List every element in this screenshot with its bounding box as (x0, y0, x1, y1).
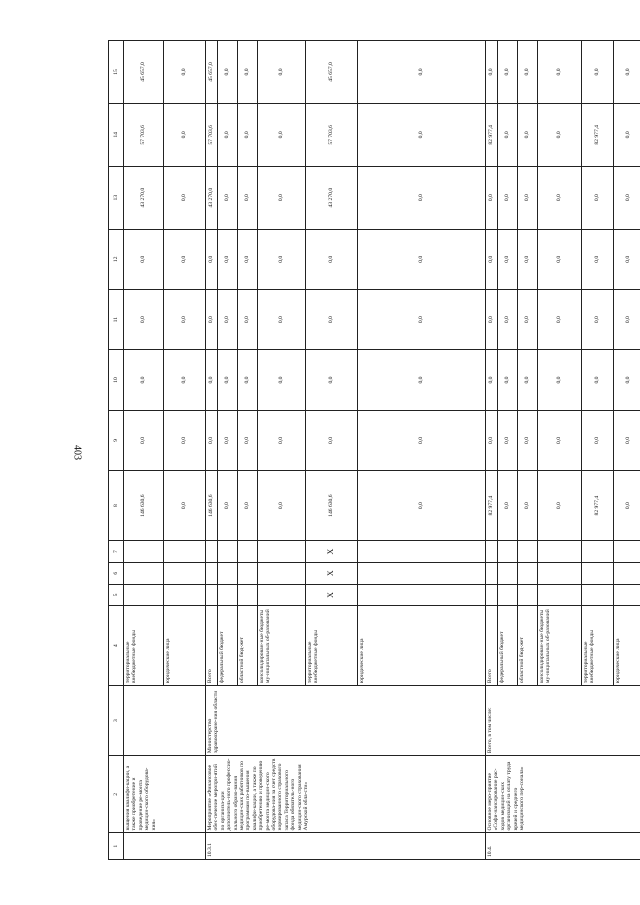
value-cell: 0,0 (582, 410, 614, 470)
mark-cell (218, 541, 238, 563)
value-cell: 0,0 (358, 41, 486, 104)
header-cell: 14 (109, 103, 124, 166)
value-cell: 0,0 (258, 41, 306, 104)
executor-cell: Всего, в том числе: (486, 686, 640, 756)
value-cell: 0,0 (164, 350, 206, 410)
mark-cell (614, 541, 640, 563)
value-cell: 0,0 (498, 289, 518, 349)
value-cell: 0,0 (206, 410, 218, 470)
budget-table (108, 40, 640, 860)
table-row (486, 41, 498, 860)
funding-source-cell: юридические лица (358, 606, 486, 686)
value-cell: 0,0 (238, 103, 258, 166)
value-cell: 0,0 (358, 410, 486, 470)
item-name-cell: Основное меро-приятие «Софи-нансирование рас-ходов медицин-ских организаций на оплату труда врачей и среднего медицинского пер-сонала» (486, 756, 640, 833)
value-cell: 0,0 (614, 103, 640, 166)
value-cell: 0,0 (164, 229, 206, 289)
funding-source-cell: консолидирован-ные бюджеты му-ниципальных об-разований (258, 606, 306, 686)
value-cell: 0,0 (238, 41, 258, 104)
header-cell: 1 (109, 833, 124, 860)
mark-cell (358, 584, 486, 606)
header-cell: 8 (109, 471, 124, 541)
value-cell: 0,0 (358, 166, 486, 229)
funding-source-cell: федеральный бюджет (218, 606, 238, 686)
value-cell: 0,0 (218, 410, 238, 470)
funding-source-cell: областной бюд-жет (238, 606, 258, 686)
mark-cell (124, 584, 164, 606)
funding-source-cell: областной бюд-жет (518, 606, 538, 686)
value-cell: 0,0 (518, 229, 538, 289)
value-cell: 0,0 (582, 41, 614, 104)
value-cell: 0,0 (306, 229, 358, 289)
mark-cell (164, 562, 206, 584)
value-cell: 0,0 (206, 350, 218, 410)
value-cell: 43 270,0 (306, 166, 358, 229)
mark-cell (538, 541, 582, 563)
table-row (124, 41, 164, 860)
value-cell: 0,0 (614, 350, 640, 410)
value-cell: 0,0 (258, 166, 306, 229)
mark-cell (582, 562, 614, 584)
value-cell: 0,0 (486, 166, 498, 229)
value-cell: 0,0 (614, 229, 640, 289)
mark-cell (486, 584, 498, 606)
funding-source-cell: Всего (206, 606, 218, 686)
value-cell: 0,0 (486, 350, 498, 410)
header-cell: 5 (109, 584, 124, 606)
value-cell: 0,0 (218, 41, 238, 104)
value-cell: 0,0 (518, 471, 538, 541)
value-cell: 0,0 (238, 289, 258, 349)
header-row (109, 41, 124, 860)
funding-source-cell: консолидирован-ные бюджеты му-ниципальных об-разований (538, 606, 582, 686)
value-cell: 0,0 (538, 410, 582, 470)
header-cell: 6 (109, 562, 124, 584)
value-cell: 0,0 (238, 410, 258, 470)
item-name-cell: выщения квалифи-кации, а также приобретение и проведение ре-монта медицин-ского оборудова-ния» (124, 756, 206, 833)
mark-cell (538, 584, 582, 606)
value-cell: 0,0 (538, 41, 582, 104)
mark-cell (486, 541, 498, 563)
header-cell: 12 (109, 229, 124, 289)
value-cell: 0,0 (306, 350, 358, 410)
value-cell: 0,0 (258, 229, 306, 289)
value-cell: 45 657,0 (306, 41, 358, 104)
value-cell: 0,0 (582, 229, 614, 289)
value-cell: 0,0 (238, 471, 258, 541)
mark-cell (498, 541, 518, 563)
mark-cell (518, 541, 538, 563)
value-cell: 146 630,6 (306, 471, 358, 541)
value-cell: 57 703,6 (124, 103, 164, 166)
value-cell: 0,0 (538, 166, 582, 229)
mark-cell (238, 562, 258, 584)
value-cell: 0,0 (358, 103, 486, 166)
value-cell: 0,0 (206, 289, 218, 349)
page-number: 403 (71, 445, 83, 460)
value-cell: 0,0 (486, 41, 498, 104)
value-cell: 0,0 (258, 289, 306, 349)
table-row (206, 41, 218, 860)
value-cell: 0,0 (582, 350, 614, 410)
value-cell: 0,0 (486, 289, 498, 349)
value-cell: 0,0 (518, 410, 538, 470)
mark-cell (582, 584, 614, 606)
value-cell: 0,0 (258, 410, 306, 470)
value-cell: 0,0 (124, 289, 164, 349)
value-cell: 0,0 (538, 471, 582, 541)
value-cell: 0,0 (164, 471, 206, 541)
header-cell: 3 (109, 686, 124, 756)
value-cell: 0,0 (218, 103, 238, 166)
funding-source-cell: территориальные внебюджетные фонды (124, 606, 164, 686)
value-cell: 45 657,0 (124, 41, 164, 104)
funding-source-cell: юридические лица (164, 606, 206, 686)
funding-source-cell: территориальные внебюджетные фонды (306, 606, 358, 686)
value-cell: 0,0 (498, 103, 518, 166)
value-cell: 0,0 (218, 229, 238, 289)
value-cell: 146 630,6 (206, 471, 218, 541)
value-cell: 0,0 (206, 229, 218, 289)
header-cell: 10 (109, 350, 124, 410)
value-cell: 0,0 (518, 350, 538, 410)
mark-cell (614, 562, 640, 584)
mark-cell: X (306, 541, 358, 563)
value-cell: 0,0 (614, 471, 640, 541)
value-cell: 82 977,4 (582, 471, 614, 541)
mark-cell (258, 584, 306, 606)
mark-cell (614, 584, 640, 606)
value-cell: 0,0 (306, 289, 358, 349)
value-cell: 0,0 (164, 166, 206, 229)
value-cell: 82 977,4 (486, 471, 498, 541)
value-cell: 0,0 (238, 350, 258, 410)
mark-cell (538, 562, 582, 584)
value-cell: 0,0 (498, 350, 518, 410)
mark-cell (358, 541, 486, 563)
value-cell: 0,0 (258, 471, 306, 541)
mark-cell (206, 584, 218, 606)
header-cell: 13 (109, 166, 124, 229)
mark-cell (498, 584, 518, 606)
mark-cell (518, 584, 538, 606)
value-cell: 0,0 (124, 410, 164, 470)
value-cell: 0,0 (306, 410, 358, 470)
funding-source-cell: территориальные внебюджетные фонды (582, 606, 614, 686)
value-cell: 0,0 (538, 229, 582, 289)
value-cell: 0,0 (518, 166, 538, 229)
item-number-cell: 10.4. (486, 833, 640, 860)
executor-cell (124, 686, 206, 756)
value-cell: 0,0 (218, 350, 238, 410)
rotated-page (108, 40, 632, 860)
value-cell: 0,0 (164, 289, 206, 349)
mark-cell (124, 541, 164, 563)
mark-cell (486, 562, 498, 584)
header-cell: 2 (109, 756, 124, 833)
mark-cell (518, 562, 538, 584)
value-cell: 0,0 (238, 229, 258, 289)
header-cell: 7 (109, 541, 124, 563)
mark-cell (164, 541, 206, 563)
header-cell: 11 (109, 289, 124, 349)
value-cell: 0,0 (582, 166, 614, 229)
value-cell: 0,0 (538, 103, 582, 166)
value-cell: 0,0 (614, 289, 640, 349)
item-name-cell: Мероприятие «Финансовое обес-печение меропри-ятий по организа-ции дополнитель-ного профессио-нального образо-вания медицин-ских работников по программам по-вышения квалифи-кации, а также по приобретению и проведению ре-монта медицин-ского оборудова-ния за счет средств нормированного страхового запаса Территориального фонда обязатель-ного медицин-ского страхования Амурской обла-сти» (206, 756, 486, 833)
value-cell: 0,0 (498, 41, 518, 104)
value-cell: 0,0 (538, 350, 582, 410)
value-cell: 0,0 (358, 350, 486, 410)
value-cell: 0,0 (614, 410, 640, 470)
value-cell: 0,0 (498, 166, 518, 229)
value-cell: 0,0 (218, 166, 238, 229)
value-cell: 0,0 (498, 229, 518, 289)
value-cell: 0,0 (498, 410, 518, 470)
value-cell: 0,0 (218, 471, 238, 541)
value-cell: 57 703,6 (306, 103, 358, 166)
mark-cell: X (306, 584, 358, 606)
mark-cell (206, 541, 218, 563)
mark-cell (218, 584, 238, 606)
value-cell: 0,0 (358, 471, 486, 541)
mark-cell (238, 541, 258, 563)
value-cell: 0,0 (164, 410, 206, 470)
value-cell: 0,0 (538, 289, 582, 349)
value-cell: 0,0 (124, 350, 164, 410)
item-number-cell: 10.3.1 (206, 833, 486, 860)
value-cell: 82 977,4 (582, 103, 614, 166)
value-cell: 0,0 (164, 103, 206, 166)
funding-source-cell: федеральный бюджет (498, 606, 518, 686)
value-cell: 82 977,4 (486, 103, 498, 166)
value-cell: 0,0 (238, 166, 258, 229)
value-cell: 0,0 (614, 41, 640, 104)
value-cell: 57 703,6 (206, 103, 218, 166)
mark-cell (258, 541, 306, 563)
mark-cell (206, 562, 218, 584)
value-cell: 0,0 (518, 41, 538, 104)
funding-source-cell: юридические лица (614, 606, 640, 686)
value-cell: 0,0 (614, 166, 640, 229)
mark-cell: X (306, 562, 358, 584)
value-cell: 0,0 (582, 289, 614, 349)
mark-cell (238, 584, 258, 606)
value-cell: 43 270,0 (206, 166, 218, 229)
mark-cell (164, 584, 206, 606)
mark-cell (218, 562, 238, 584)
value-cell: 0,0 (218, 289, 238, 349)
mark-cell (124, 562, 164, 584)
value-cell: 0,0 (498, 471, 518, 541)
value-cell: 0,0 (258, 103, 306, 166)
value-cell: 45 657,0 (206, 41, 218, 104)
mark-cell (258, 562, 306, 584)
mark-cell (498, 562, 518, 584)
value-cell: 0,0 (518, 103, 538, 166)
value-cell: 0,0 (358, 229, 486, 289)
value-cell: 146 630,6 (124, 471, 164, 541)
value-cell: 0,0 (164, 41, 206, 104)
value-cell: 0,0 (124, 229, 164, 289)
value-cell: 0,0 (486, 229, 498, 289)
item-number-cell (124, 833, 206, 860)
mark-cell (358, 562, 486, 584)
value-cell: 43 270,0 (124, 166, 164, 229)
header-cell: 9 (109, 410, 124, 470)
header-cell: 15 (109, 41, 124, 104)
value-cell: 0,0 (518, 289, 538, 349)
executor-cell: Министерство здравоохране-ния области (206, 686, 486, 756)
mark-cell (582, 541, 614, 563)
header-cell: 4 (109, 606, 124, 686)
value-cell: 0,0 (258, 350, 306, 410)
value-cell: 0,0 (358, 289, 486, 349)
value-cell: 0,0 (486, 410, 498, 470)
funding-source-cell: Всего (486, 606, 498, 686)
